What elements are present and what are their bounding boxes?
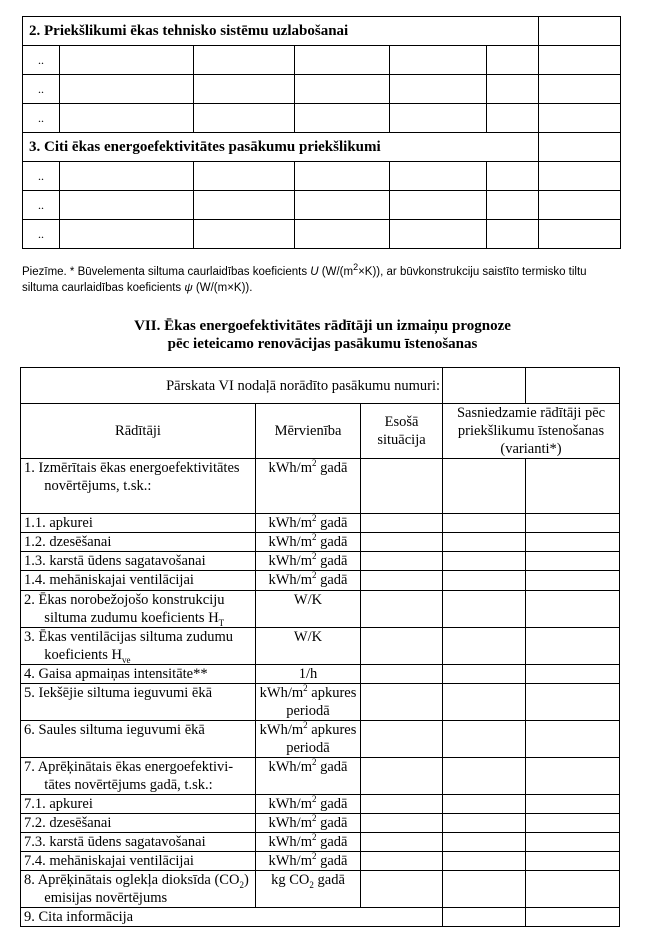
text: gadā <box>316 834 348 850</box>
text: gadā <box>316 515 348 531</box>
row-number: .. <box>23 46 60 75</box>
variant-value-cell[interactable] <box>526 833 620 852</box>
table-cell[interactable] <box>487 220 539 249</box>
variant-value-cell[interactable] <box>526 852 620 871</box>
indicators-table <box>20 367 620 927</box>
table-cell[interactable] <box>60 191 194 220</box>
indicator-unit <box>256 814 361 833</box>
psi-symbol: ψ <box>184 282 193 294</box>
indicator-row <box>21 758 620 795</box>
variant-value-cell[interactable] <box>526 814 620 833</box>
section-extra-cell[interactable] <box>539 17 621 46</box>
variant-value-cell[interactable] <box>526 591 620 628</box>
text: W/K <box>293 629 323 645</box>
table-cell[interactable] <box>487 162 539 191</box>
indicator-label <box>21 514 256 533</box>
indicator-unit <box>256 628 361 665</box>
variant-value-cell[interactable] <box>443 852 526 871</box>
text: 1.2. dzesēšanai <box>24 534 112 550</box>
existing-value-cell[interactable] <box>361 665 443 684</box>
variant-value-cell[interactable] <box>443 871 526 908</box>
variant-value-cell[interactable] <box>526 665 620 684</box>
table-cell[interactable] <box>194 46 295 75</box>
indicator-unit <box>256 533 361 552</box>
text: kWh/m <box>259 722 304 738</box>
table-row <box>23 75 621 104</box>
indicator-label <box>21 533 256 552</box>
table-row <box>23 220 621 249</box>
variant-value-cell[interactable] <box>526 552 620 571</box>
measure-number-cell[interactable] <box>526 368 620 404</box>
indicator-unit <box>256 833 361 852</box>
table-cell[interactable] <box>539 162 621 191</box>
indicator-unit <box>256 684 361 721</box>
superscript: 2 <box>312 851 317 862</box>
header-row <box>21 404 620 459</box>
text: kWh/m <box>268 796 312 812</box>
indicator-row <box>21 833 620 852</box>
header-achievable: Sasniedzamie rādītāji pēc priekšlikumu īstenošanas (varianti*) <box>443 404 620 459</box>
text: 1.4. mehāniskajai ventilācijai <box>24 572 194 588</box>
text: 7.4. mehāniskajai ventilācijai <box>24 853 194 869</box>
indicator-label <box>21 552 256 571</box>
row-number: .. <box>23 191 60 220</box>
text: kWh/m <box>268 759 312 775</box>
table-cell[interactable] <box>194 220 295 249</box>
superscript: 2 <box>312 513 317 524</box>
table-cell[interactable] <box>194 75 295 104</box>
text: 7.1. apkurei <box>24 796 93 812</box>
header-existing: Esošā situācija <box>361 404 443 459</box>
variant-value-cell[interactable] <box>443 533 526 552</box>
text: gadā <box>313 872 345 888</box>
table-row <box>23 104 621 133</box>
variant-value-cell[interactable] <box>526 871 620 908</box>
existing-value-cell[interactable] <box>361 758 443 795</box>
table-cell[interactable] <box>295 191 390 220</box>
indicator-label <box>21 684 256 721</box>
text: gadā <box>316 553 348 569</box>
table-cell[interactable] <box>60 46 194 75</box>
table-cell[interactable] <box>295 220 390 249</box>
table-cell[interactable] <box>60 162 194 191</box>
variant-value-cell[interactable] <box>443 571 526 591</box>
subscript: 2 <box>309 879 314 890</box>
variant-value-cell[interactable] <box>443 684 526 721</box>
variant-value-cell[interactable] <box>526 721 620 758</box>
indicator-label <box>21 628 256 665</box>
variant-value-cell[interactable] <box>443 833 526 852</box>
superscript: 2 <box>312 551 317 562</box>
text: gadā <box>316 460 348 476</box>
table-cell[interactable] <box>539 46 621 75</box>
subscript: T <box>218 617 225 628</box>
indicator-unit <box>256 852 361 871</box>
subscript: 2 <box>239 879 244 890</box>
variant-value-cell[interactable] <box>443 514 526 533</box>
table-cell[interactable] <box>390 220 487 249</box>
section-extra-cell[interactable] <box>539 133 621 162</box>
existing-value-cell[interactable] <box>361 684 443 721</box>
variant-value-cell[interactable] <box>526 628 620 665</box>
note-text: (W/(m <box>318 266 354 278</box>
indicator-row <box>21 459 620 514</box>
variant-value-cell[interactable] <box>526 459 620 514</box>
indicator-row <box>21 628 620 665</box>
table-cell[interactable] <box>295 104 390 133</box>
variant-value-cell[interactable] <box>443 814 526 833</box>
superscript: 2 <box>312 458 317 469</box>
indicator-row <box>21 795 620 814</box>
text: gadā <box>316 534 348 550</box>
existing-value-cell[interactable] <box>361 459 443 514</box>
indicator-unit <box>256 571 361 591</box>
indicator-label <box>21 665 256 684</box>
u-symbol: U <box>310 266 319 278</box>
indicator-row <box>21 552 620 571</box>
text: apkures periodā <box>286 685 357 719</box>
indicator-label <box>21 459 256 514</box>
text: kWh/m <box>268 515 312 531</box>
text: kWh/m <box>268 815 312 831</box>
text: 7.2. dzesēšanai <box>24 815 112 831</box>
text: 2. Ēkas norobežojošo konstrukciju siltuma zudumu koeficients H <box>24 592 225 626</box>
existing-value-cell[interactable] <box>361 814 443 833</box>
table-row <box>23 191 621 220</box>
variant-value-cell[interactable] <box>526 758 620 795</box>
variant-value-cell[interactable] <box>443 628 526 665</box>
indicator-row <box>21 514 620 533</box>
other-info-row <box>21 908 620 927</box>
subscript: ve <box>122 654 131 665</box>
indicator-label <box>21 833 256 852</box>
text: kWh/m <box>268 460 312 476</box>
section-title: 3. Citi ēkas energoefektivitātes pasākumu priekšlikumi <box>23 133 539 162</box>
row-number: .. <box>23 104 60 133</box>
section-title <box>0 317 645 353</box>
table-cell[interactable] <box>539 104 621 133</box>
table-cell[interactable] <box>390 104 487 133</box>
indicator-row <box>21 533 620 552</box>
existing-value-cell[interactable] <box>361 533 443 552</box>
indicator-row <box>21 571 620 591</box>
text: 1/h <box>298 666 318 682</box>
superscript: 2 <box>312 794 317 805</box>
indicator-unit <box>256 871 361 908</box>
superscript: 2 <box>312 832 317 843</box>
table-cell[interactable] <box>60 220 194 249</box>
measure-number-cell[interactable] <box>443 368 526 404</box>
text: gadā <box>316 815 348 831</box>
indicator-unit <box>256 459 361 514</box>
variant-value-cell[interactable] <box>526 514 620 533</box>
text: kWh/m <box>268 834 312 850</box>
text: 8. Aprēķinātais oglekļa dioksīda (CO <box>24 872 240 888</box>
table-cell[interactable] <box>60 75 194 104</box>
text: 1.3. karstā ūdens sagatavošanai <box>24 553 206 569</box>
table-cell[interactable] <box>539 220 621 249</box>
row-number: .. <box>23 220 60 249</box>
measure-numbers-row <box>21 368 620 404</box>
text: gadā <box>316 853 348 869</box>
existing-value-cell[interactable] <box>361 628 443 665</box>
superscript: 2 <box>303 720 308 731</box>
text: kWh/m <box>268 553 312 569</box>
variant-value-cell[interactable] <box>443 795 526 814</box>
header-indicators: Rādītāji <box>21 404 256 459</box>
variant-value-cell[interactable] <box>443 552 526 571</box>
superscript: 2 <box>312 570 317 581</box>
existing-value-cell[interactable] <box>361 552 443 571</box>
existing-value-cell[interactable] <box>361 795 443 814</box>
table-cell[interactable] <box>390 191 487 220</box>
table-cell[interactable] <box>390 162 487 191</box>
table-cell[interactable] <box>390 46 487 75</box>
variant-value-cell[interactable] <box>443 908 526 927</box>
existing-value-cell[interactable] <box>361 852 443 871</box>
existing-value-cell[interactable] <box>361 833 443 852</box>
text: kWh/m <box>268 572 312 588</box>
indicator-label <box>21 571 256 591</box>
indicator-label <box>21 795 256 814</box>
table-cell[interactable] <box>539 75 621 104</box>
text: 3. Ēkas ventilācijas siltuma zudumu koeficients H <box>24 629 233 663</box>
section-title-line: pēc ieteicamo renovācijas pasākumu īstenošanas <box>167 336 478 352</box>
text: 5. Iekšējie siltuma ieguvumi ēkā <box>24 685 213 701</box>
existing-value-cell[interactable] <box>361 871 443 908</box>
variant-value-cell[interactable] <box>443 721 526 758</box>
text: gadā <box>316 796 348 812</box>
indicator-unit <box>256 758 361 795</box>
indicator-unit <box>256 721 361 758</box>
text: 4. Gaisa apmaiņas intensitāte** <box>24 666 208 682</box>
text: W/K <box>293 592 323 608</box>
section-header-row <box>23 17 621 46</box>
indicator-label <box>21 871 256 908</box>
existing-value-cell[interactable] <box>361 591 443 628</box>
variant-value-cell[interactable] <box>443 758 526 795</box>
indicator-unit <box>256 591 361 628</box>
section-title-line: VII. Ēkas energoefektivitātes rādītāji un izmaiņu prognoze <box>134 318 511 334</box>
header-unit: Mērvienība <box>256 404 361 459</box>
table-row <box>23 46 621 75</box>
variant-value-cell[interactable] <box>443 665 526 684</box>
measure-numbers-label: Pārskata VI nodaļā norādīto pasākumu numuri: <box>21 368 443 404</box>
indicator-label <box>21 591 256 628</box>
indicator-label <box>21 721 256 758</box>
table-cell[interactable] <box>487 104 539 133</box>
footnote <box>22 264 622 296</box>
section-title: 2. Priekšlikumi ēkas tehnisko sistēmu uzlabošanai <box>23 17 539 46</box>
variant-value-cell[interactable] <box>443 459 526 514</box>
note-text: ×K)), ar būvkonstrukciju saistīto termisko tiltu siltuma caurlaidības koeficients <box>22 266 587 294</box>
table-cell[interactable] <box>487 191 539 220</box>
table-cell[interactable] <box>487 46 539 75</box>
variant-value-cell[interactable] <box>526 795 620 814</box>
text: 1. Izmērītais ēkas energoefektivitātes novērtējums, t.sk.: <box>24 460 240 494</box>
text: kg CO <box>271 872 310 888</box>
indicator-unit <box>256 665 361 684</box>
section-header-row <box>23 133 621 162</box>
note-text: (W/(m×K)). <box>192 282 253 294</box>
table-cell[interactable] <box>194 191 295 220</box>
table-cell[interactable] <box>295 162 390 191</box>
superscript: 2 <box>303 683 308 694</box>
variant-value-cell[interactable] <box>443 591 526 628</box>
superscript: 2 <box>312 813 317 824</box>
table-cell[interactable] <box>194 162 295 191</box>
table-cell[interactable] <box>539 191 621 220</box>
indicator-row <box>21 591 620 628</box>
text: 6. Saules siltuma ieguvumi ēkā <box>24 722 205 738</box>
indicator-label <box>21 758 256 795</box>
table-cell[interactable] <box>60 104 194 133</box>
table-cell[interactable] <box>194 104 295 133</box>
row-number: .. <box>23 162 60 191</box>
proposals-table <box>22 16 621 249</box>
text: 7.3. karstā ūdens sagatavošanai <box>24 834 206 850</box>
text: 1.1. apkurei <box>24 515 93 531</box>
existing-value-cell[interactable] <box>361 514 443 533</box>
row-number: .. <box>23 75 60 104</box>
text: ) emisijas novērtējums <box>44 872 249 906</box>
text: kWh/m <box>259 685 304 701</box>
superscript: 2 <box>312 532 317 543</box>
table-cell[interactable] <box>295 46 390 75</box>
table-cell[interactable] <box>390 75 487 104</box>
superscript: 2 <box>312 757 317 768</box>
text: 7. Aprēķinātais ēkas energoefektivi-tātes novērtējums gadā, t.sk.: <box>24 759 234 793</box>
text: kWh/m <box>268 853 312 869</box>
indicator-unit <box>256 795 361 814</box>
table-cell[interactable] <box>295 75 390 104</box>
variant-value-cell[interactable] <box>526 571 620 591</box>
indicator-row <box>21 684 620 721</box>
note-text: Piezīme. * Būvelementa siltuma caurlaidības koeficients <box>22 266 311 278</box>
variant-value-cell[interactable] <box>526 533 620 552</box>
other-info-label: 9. Cita informācija <box>21 908 443 927</box>
text: gadā <box>316 572 348 588</box>
indicator-unit <box>256 552 361 571</box>
indicator-row <box>21 852 620 871</box>
indicator-row <box>21 871 620 908</box>
text: gadā <box>316 759 348 775</box>
indicator-unit <box>256 514 361 533</box>
indicator-row <box>21 665 620 684</box>
text: kWh/m <box>268 534 312 550</box>
existing-value-cell[interactable] <box>361 571 443 591</box>
text: apkures periodā <box>286 722 357 756</box>
existing-value-cell[interactable] <box>361 721 443 758</box>
variant-value-cell[interactable] <box>526 908 620 927</box>
variant-value-cell[interactable] <box>526 684 620 721</box>
indicator-label <box>21 814 256 833</box>
superscript: 2 <box>353 262 359 273</box>
indicator-label <box>21 852 256 871</box>
table-cell[interactable] <box>487 75 539 104</box>
indicator-row <box>21 814 620 833</box>
indicator-row <box>21 721 620 758</box>
table-row <box>23 162 621 191</box>
